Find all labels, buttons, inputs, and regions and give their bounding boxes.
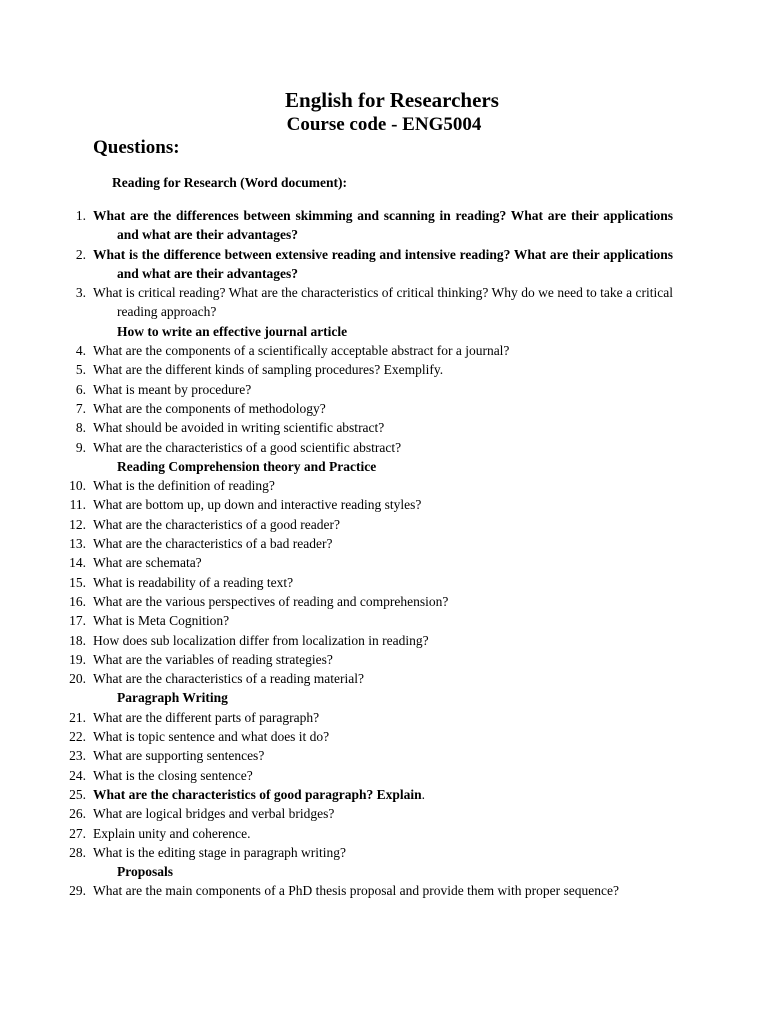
question-text: What should be avoided in writing scientific abstract? (93, 420, 385, 436)
question-item (0, 476, 673, 495)
document-title: English for Researchers (285, 88, 499, 112)
question-text: How does sub localization differ from localization in reading? (93, 632, 429, 648)
question-number: 29. (69, 883, 86, 899)
section-heading-reading-for-research: Reading for Research (Word document): (112, 175, 347, 190)
question-item (0, 746, 673, 765)
question-number: 5. (75, 362, 86, 378)
question-number: 4. (75, 343, 86, 359)
question-text: What is Meta Cognition? (93, 613, 230, 629)
question-item (0, 804, 673, 823)
question-number: 18. (69, 632, 86, 648)
question-number: 13. (69, 536, 86, 552)
question-item (0, 399, 673, 418)
question-text: What are the characteristics of a good reader? (93, 516, 340, 532)
question-number: 23. (69, 748, 86, 764)
question-number: 27. (69, 825, 86, 841)
question-item (0, 824, 673, 843)
question-number: 9. (75, 439, 86, 455)
question-item (0, 341, 673, 360)
question-item (0, 380, 673, 399)
question-item (0, 245, 673, 284)
question-number: 21. (69, 709, 86, 725)
question-item (0, 515, 673, 534)
question-number: 12. (69, 516, 86, 532)
question-text: What are the main components of a PhD thesis proposal and provide them with proper sequence? (93, 883, 619, 899)
question-item (0, 283, 673, 322)
question-text: What is the closing sentence? (93, 767, 253, 783)
section-heading: Reading Comprehension theory and Practice (117, 458, 377, 474)
question-item (0, 438, 673, 457)
question-text: What are the variables of reading strategies? (93, 651, 333, 667)
question-number: 28. (69, 844, 86, 860)
question-item (0, 553, 673, 572)
question-item (0, 631, 673, 650)
question-text: What are the different kinds of sampling procedures? Exemplify. (93, 362, 444, 378)
question-text: What is critical reading? What are the characteristics of critical thinking? Why do we need to take a critical reading approach? (93, 285, 673, 320)
question-text: What is the editing stage in paragraph writing? (93, 844, 347, 860)
question-number: 3. (75, 285, 86, 301)
question-number: 2. (75, 246, 86, 262)
questions-heading: Questions: (93, 137, 180, 158)
question-text: What is the difference between extensive reading and intensive reading? What are their applications and what are their advantages? (93, 246, 673, 281)
question-text: What are the differences between skimming and scanning in reading? What are their applications and what are their advantages? (93, 208, 673, 243)
question-text: What are the various perspectives of reading and comprehension? (93, 593, 449, 609)
question-text: What are the characteristics of good paragraph? Explain (93, 786, 422, 802)
question-number: 22. (69, 729, 86, 745)
question-text: Explain unity and coherence. (93, 825, 251, 841)
question-number: 26. (69, 806, 86, 822)
section-heading: Paragraph Writing (117, 690, 228, 706)
question-number: 1. (75, 208, 86, 223)
question-number: 10. (69, 478, 86, 494)
question-item (0, 573, 673, 592)
question-list (0, 206, 768, 901)
question-text: What are logical bridges and verbal bridges? (93, 806, 335, 822)
question-item (0, 592, 673, 611)
section-heading: Proposals (117, 864, 174, 880)
question-text: What are supporting sentences? (93, 748, 265, 764)
question-item (0, 785, 673, 804)
question-item (0, 611, 673, 630)
question-item (0, 708, 673, 727)
question-text: What are the characteristics of a bad reader? (93, 536, 333, 552)
question-text: What are schemata? (93, 555, 202, 571)
question-text: What is the definition of reading? (93, 478, 275, 494)
question-item (0, 766, 673, 785)
course-code: Course code - ENG5004 (286, 114, 482, 135)
question-item (0, 206, 673, 245)
question-number: 16. (69, 593, 86, 609)
question-number: 14. (69, 555, 86, 571)
question-number: 8. (75, 420, 86, 436)
question-item (0, 650, 673, 669)
question-text: What are the characteristics of a reading material? (93, 671, 364, 687)
section-heading: How to write an effective journal article (117, 323, 348, 339)
question-number: 24. (69, 767, 86, 783)
question-text: What is meant by procedure? (93, 381, 252, 397)
question-text: What are the components of methodology? (93, 400, 326, 416)
question-text: What are the different parts of paragraph? (93, 709, 320, 725)
question-text: What is readability of a reading text? (93, 574, 294, 590)
question-number: 25. (69, 786, 86, 802)
question-number: 7. (75, 400, 86, 416)
question-item (0, 843, 673, 862)
question-text: What are the components of a scientifically acceptable abstract for a journal? (93, 343, 510, 359)
question-text: What are bottom up, up down and interactive reading styles? (93, 497, 422, 513)
question-item (0, 727, 673, 746)
question-item (0, 495, 673, 514)
question-item (0, 669, 673, 688)
question-number: 20. (69, 671, 86, 687)
question-number: 17. (69, 613, 86, 629)
question-text: What is topic sentence and what does it do? (93, 729, 330, 745)
question-item (0, 360, 673, 379)
question-item (0, 534, 673, 553)
question-number: 6. (75, 381, 86, 397)
question-number: 19. (69, 651, 86, 667)
question-item (0, 881, 673, 900)
question-number: 15. (69, 574, 86, 590)
question-number: 11. (69, 497, 86, 513)
question-text: What are the characteristics of a good scientific abstract? (93, 439, 402, 455)
question-item (0, 418, 673, 437)
question-text-tail: . (421, 786, 425, 802)
